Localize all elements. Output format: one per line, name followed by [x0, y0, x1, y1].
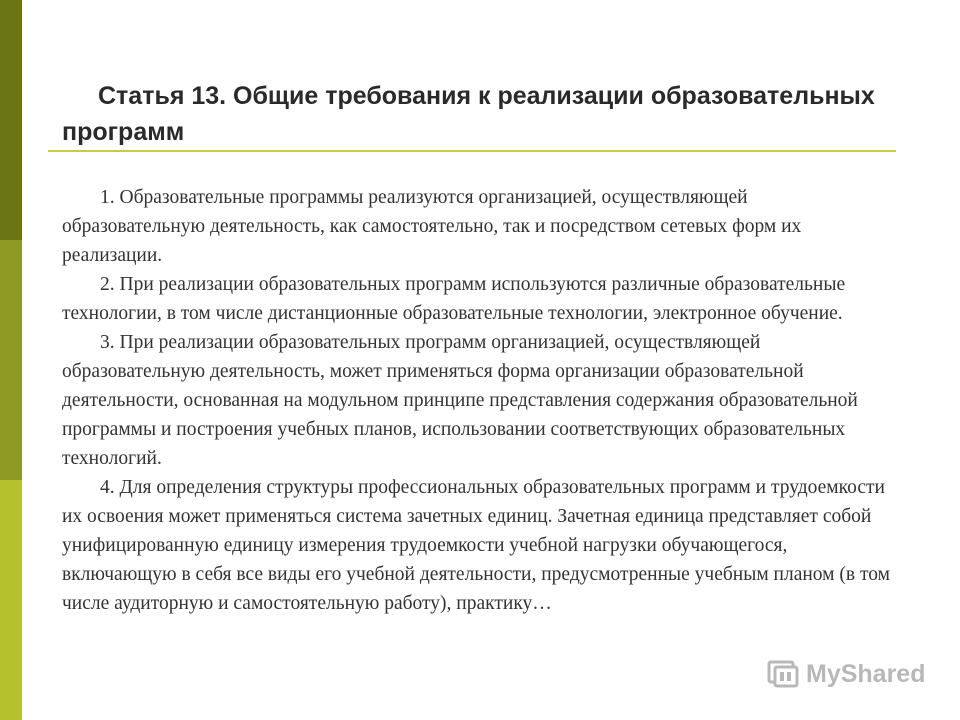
side-bar-bottom	[0, 480, 22, 720]
slide-title: Статья 13. Общие требования к реализации образовательных программ	[62, 82, 875, 146]
paragraph-4: 4. Для определения структуры профессиональных образовательных программ и трудоемкости их освоения может применяться система зачетных единиц. Зачетная единица представляет собой унифицированную единицу измерения трудоемкости учебной нагрузки обучающегося, включающую в себя все виды его учебной деятельности, предусмотренные учебным планом (в том числе аудиторную и самостоятельную работу), практику…	[62, 477, 890, 614]
side-bar-top	[0, 0, 22, 240]
paragraph-2: 2. При реализации образовательных программ используются различные образовательные технологии, в том числе дистанционные образовательные технологии, электронное обучение.	[62, 274, 846, 324]
watermark-text: MyShared	[806, 659, 926, 688]
mybook-logo-icon	[766, 659, 800, 689]
watermark	[766, 655, 925, 693]
title-underline	[48, 150, 896, 152]
paragraph-3: 3. При реализации образовательных программ организацией, осуществляющей образовательную деятельность, может применяться форма организации образовательной деятельности, основанная на модульном принципе представления содержания образовательной программы и построения учебных планов, использовании соответствующих образовательных технологий.	[62, 332, 858, 469]
article-body	[62, 183, 892, 618]
side-bar-middle	[0, 240, 22, 480]
paragraph-1: 1. Образовательные программы реализуются организацией, осуществляющей образовательную деятельность, как самостоятельно, так и посредством сетевых форм их реализации.	[62, 187, 802, 266]
